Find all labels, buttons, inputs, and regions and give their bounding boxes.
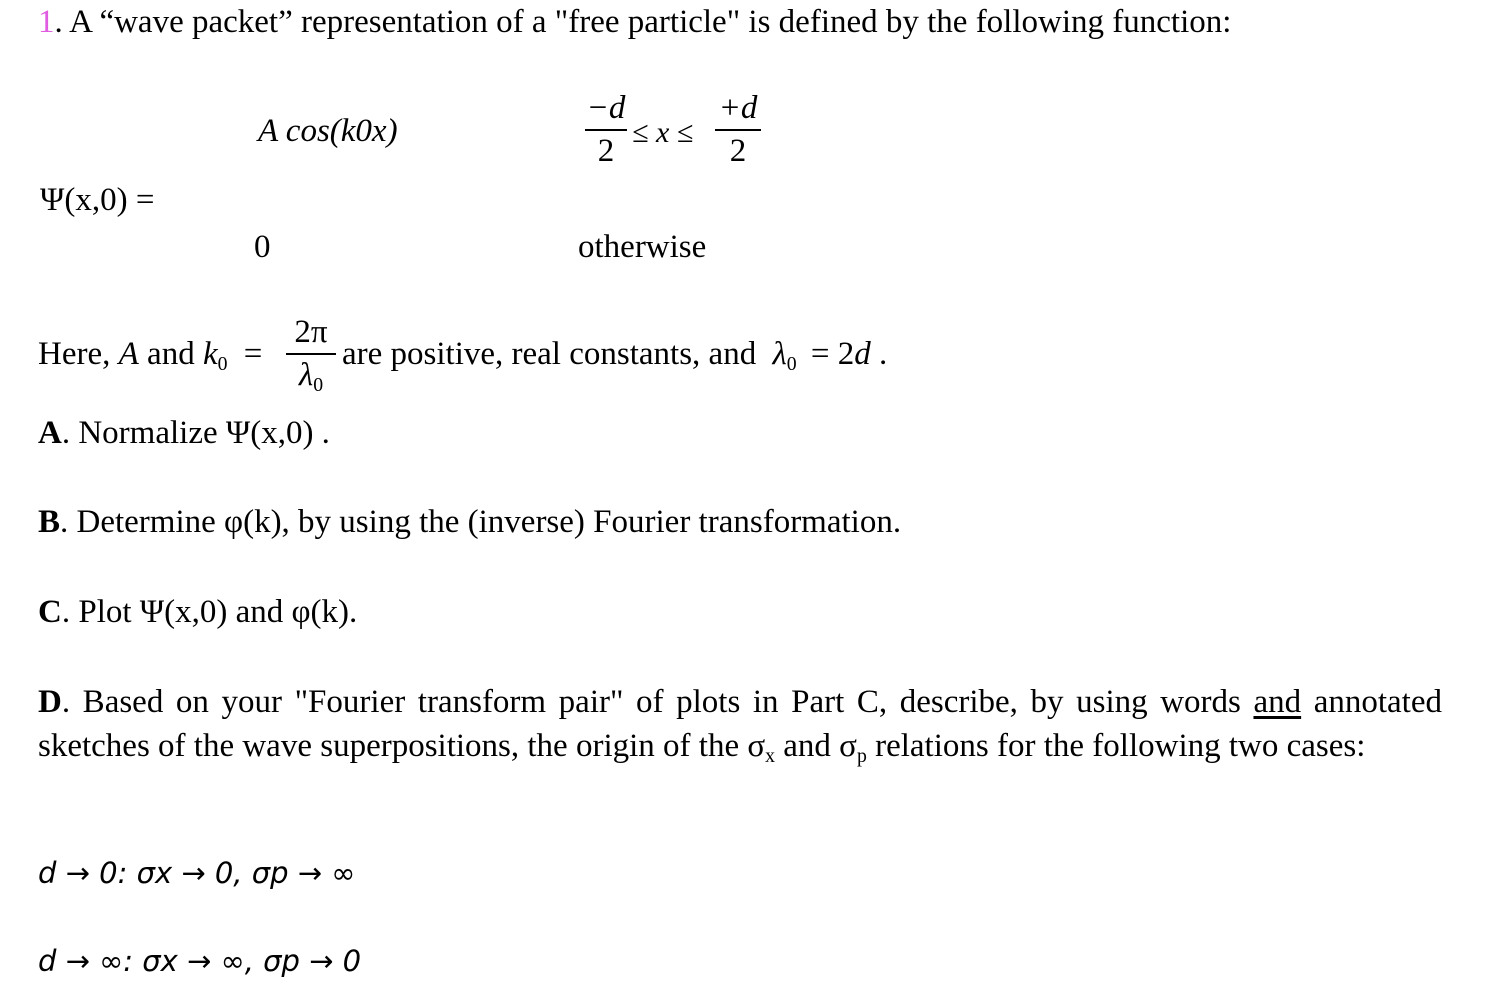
- left-frac-den: 2: [597, 133, 615, 169]
- constants-line: [38, 336, 263, 375]
- part-d-text-1: . Based on your "Fourier transform pair" of plots in Part C, describe, by using words: [61, 684, 1254, 720]
- case-d-to-infinity: [38, 944, 361, 978]
- lambda-den: λ: [298, 357, 314, 393]
- part-d-text-2: annotated sketches of the wave superpositions, the origin of the σ: [38, 684, 1442, 764]
- k0-frac-bar: [286, 353, 336, 355]
- lambda0: λ: [772, 336, 787, 372]
- constants-prefix: Here,: [38, 336, 119, 372]
- problem-statement: [38, 6, 1231, 39]
- lambda-den-sub: 0: [313, 373, 324, 396]
- constant-a: A: [118, 336, 139, 372]
- problem-number: 1: [38, 4, 55, 40]
- case1-cond-mid-text: ≤ x ≤: [632, 116, 694, 149]
- case1-cond-middle: [632, 118, 693, 148]
- constant-d: d: [854, 336, 871, 372]
- constant-k: k: [202, 336, 218, 372]
- k-subscript: 0: [217, 352, 228, 375]
- lambda0-sub: 0: [786, 352, 797, 375]
- part-c-label: C: [38, 594, 62, 630]
- case1-expr-text: A cos(k0x): [258, 113, 398, 149]
- case-d-to-zero: [38, 856, 355, 890]
- case2-expr-text: 0: [254, 229, 271, 265]
- case2-cond-text: otherwise: [578, 229, 707, 265]
- case1-left-fraction: [585, 92, 627, 168]
- part-a-text: . Normalize Ψ(x,0) .: [61, 415, 330, 451]
- part-b-label: B: [38, 504, 61, 540]
- k0-frac-num-text: 2π: [294, 314, 328, 350]
- constants-and: and: [138, 336, 203, 372]
- case2-condition: [578, 231, 706, 264]
- k0-fraction: [286, 314, 336, 396]
- psi-lhs: [40, 184, 154, 217]
- sigma-x-sub: x: [765, 744, 776, 767]
- sigma-p-sub: p: [856, 744, 867, 767]
- right-frac-den: 2: [729, 133, 747, 169]
- part-a-label: A: [38, 415, 62, 451]
- right-frac-num: +d: [718, 90, 758, 126]
- part-b: [38, 506, 901, 539]
- part-c-text: . Plot Ψ(x,0) and φ(k).: [61, 594, 358, 630]
- problem-intro: . A “wave packet” representation of a "free particle" is defined by the following function:: [54, 4, 1232, 40]
- right-frac-bar: [715, 129, 761, 131]
- part-a: [38, 417, 330, 450]
- part-d: [38, 680, 1442, 768]
- part-b-text: . Determine φ(k), by using the (inverse) Fourier transformation.: [60, 504, 902, 540]
- constants-eq-rhs: = 2: [810, 336, 855, 372]
- part-d-text-3: and σ: [775, 728, 857, 764]
- psi-lhs-text: Ψ(x,0) =: [40, 182, 155, 218]
- constants-end: .: [879, 336, 888, 372]
- case1-right-fraction: [715, 92, 761, 168]
- case1-text: d → 0: σx → 0, σp → ∞: [38, 856, 356, 890]
- left-frac-num: −d: [586, 90, 626, 126]
- left-frac-bar: [585, 129, 627, 131]
- part-c: [38, 596, 357, 629]
- k0-frac-num: [286, 316, 336, 349]
- constants-suffix: are positive, real constants, and: [342, 336, 757, 372]
- k0-frac-den: [286, 357, 336, 396]
- part-d-label: D: [38, 684, 62, 720]
- part-d-underline: and: [1253, 684, 1302, 720]
- case2-expression: [254, 231, 271, 264]
- constants-eq: =: [243, 336, 263, 372]
- case2-text: d → ∞: σx → ∞, σp → 0: [38, 944, 362, 978]
- part-d-text-4: relations for the following two cases:: [866, 728, 1366, 764]
- case1-expression: [258, 115, 398, 148]
- constants-line-rest: [342, 336, 888, 375]
